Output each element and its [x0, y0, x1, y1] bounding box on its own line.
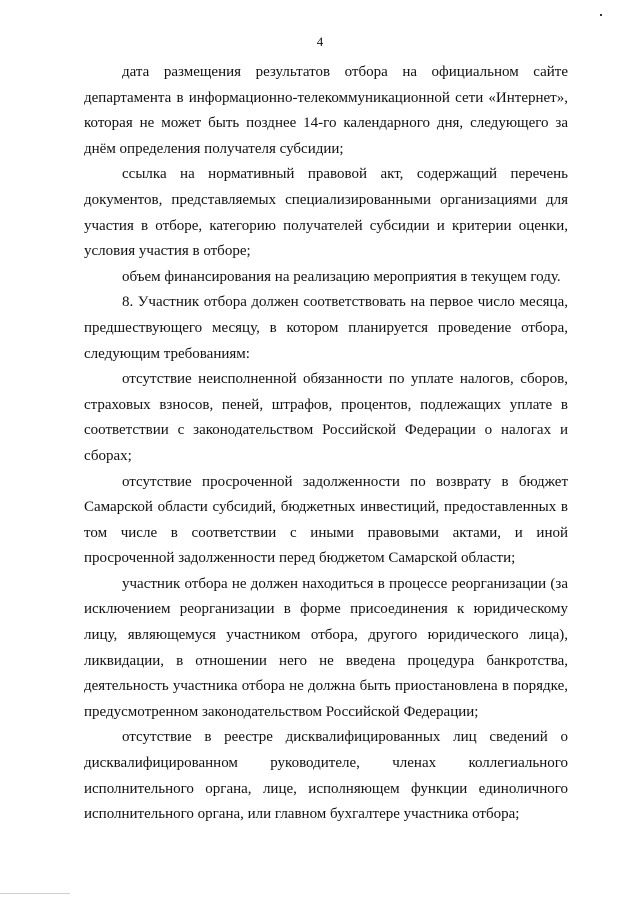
- scan-edge-line: [0, 893, 70, 894]
- paragraph-no-overdue-debt: отсутствие просроченной задолженности по возврату в бюджет Самарской области субсидий, бюджетных инвестиций, предоставленных в том числе в соответствии с иными правовыми актами, и иной просроченной задолженности перед бюджетом Самарской области;: [84, 473, 568, 567]
- paragraph-item-8-requirements: 8. Участник отбора должен соответствовать на первое число месяца, предшествующего месяцу, в котором планируется проведение отбора, следующим требованиям:: [84, 294, 568, 362]
- paragraph-publication-date: дата размещения результатов отбора на официальном сайте департамента в информационно-телекоммуникационной сети «Интернет», которая не может быть позднее 14-го календарного дня, следующего за днём определения получателя субсидии;: [84, 64, 568, 157]
- scan-speck: [600, 14, 602, 16]
- document-body: [84, 60, 568, 828]
- page-number: 4: [316, 34, 324, 49]
- paragraph-no-tax-debt: отсутствие неисполненной обязанности по уплате налогов, сборов, страховых взносов, пеней, штрафов, процентов, подлежащих уплате в соответствии с законодательством Российской Федерации о налогах и сборах;: [84, 371, 568, 464]
- paragraph-funding-volume: объем финансирования на реализацию мероприятия в текущем году.: [122, 268, 561, 285]
- paragraph-no-reorganization: участник отбора не должен находиться в процессе реорганизации (за исключением реорганизации в форме присоединения к юридическому лицу, являющемуся участником отбора, другого юридического лица), ликвидации, в отношении него не введена процедура банкротства, деятельность участника отбора не должна быть приостановлена в порядке, предусмотренном законодательством Российской Федерации;: [84, 575, 568, 720]
- paragraph-no-disqualified-persons: отсутствие в реестре дисквалифицированных лиц сведений о дисквалифицированном руководителе, членах коллегиального исполнительного органа, лице, исполняющем функции единоличного исполнительного органа, или главном бухгалтере участника отбора;: [84, 729, 568, 823]
- paragraph-normative-act-link: ссылка на нормативный правовой акт, содержащий перечень документов, представляемых специализированными организациями для участия в отборе, категорию получателей субсидии и критерии оценки, условия участия в отборе;: [84, 166, 568, 260]
